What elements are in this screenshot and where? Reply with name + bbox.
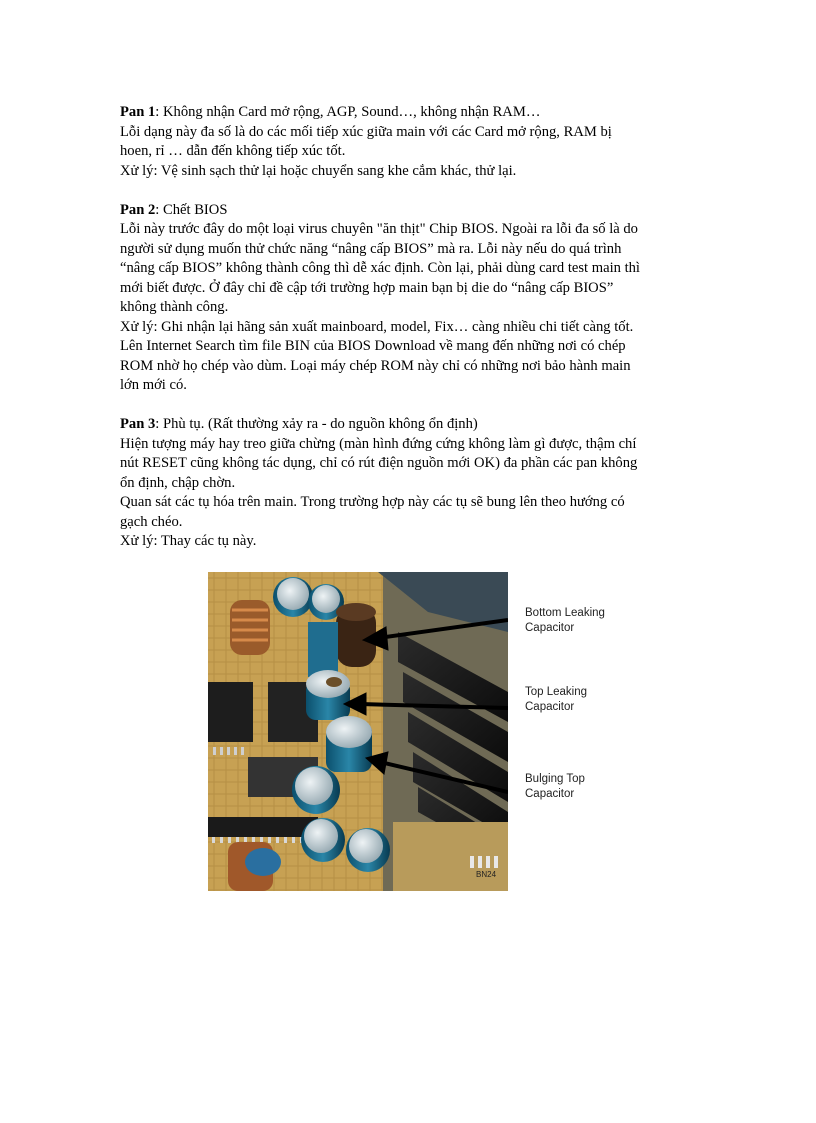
pan3-line: nút RESET cũng không tác dụng, chỉ có rút điện nguồn mới OK) đa phần các pan không — [120, 455, 638, 471]
callout-line: Bottom Leaking — [525, 607, 605, 619]
pan2-line: không thành công. — [120, 299, 229, 315]
callout-bulging-top — [525, 772, 585, 801]
pan1-title — [120, 103, 700, 123]
pan2-line: Lỗi này trước đây do một loại virus chuyên "ăn thịt" Chip BIOS. Ngoài ra lỗi đa số là do — [120, 221, 638, 237]
pan2-line: lớn mới có. — [120, 377, 187, 393]
callout-line: Bulging Top — [525, 773, 585, 785]
capacitor-figure — [208, 572, 605, 891]
pan2-line: người sử dụng muốn thử chức năng “nâng cấp BIOS” mà ra. Lỗi này nếu do quá trình — [120, 240, 622, 257]
pan1-line: Xử lý: Vệ sinh sạch thử lại hoặc chuyển sang khe cắm khác, thử lại. — [120, 162, 517, 179]
pan2-line: “nâng cấp BIOS” không thành công thì dễ xác định. Còn lại, phải dùng card test main thì — [120, 260, 640, 276]
pan3-line: gạch chéo. — [120, 513, 183, 530]
pan1-line: hoen, rỉ … dẫn đến không tiếp xúc tốt. — [120, 143, 346, 159]
board-marking: BN24 — [476, 870, 497, 879]
pan3-line: Hiện tượng máy hay treo giữa chừng (màn hình đứng cứng không làm gì được, thậm chí — [120, 435, 637, 452]
callout-line: Capacitor — [525, 700, 575, 713]
callout-bottom-leaking — [525, 606, 605, 635]
pan1-title-text: : Không nhận Card mở rộng, AGP, Sound…, không nhận RAM… — [155, 104, 541, 120]
pan3-line: Xử lý: Thay các tụ này. — [120, 533, 257, 549]
pan2-line: mới biết được. Ở đây chỉ đề cập tới trường hợp main bạn bị die do “nâng cấp BIOS” — [120, 279, 614, 296]
motherboard-photo — [208, 572, 508, 891]
pan3-line: ổn định, chập chờn. — [120, 474, 236, 491]
pan2-line: Xử lý: Ghi nhận lại hãng sản xuất mainboard, model, Fix… càng nhiều chi tiết càng tốt. — [120, 318, 634, 335]
pan2-heading: Pan 2 — [120, 201, 156, 218]
callout-top-leaking — [525, 685, 587, 714]
pan1-line: Lỗi dạng này đa số là do các mối tiếp xúc giữa main với các Card mở rộng, RAM bị — [120, 123, 612, 140]
callout-line: Capacitor — [525, 787, 575, 800]
document-body — [120, 103, 700, 552]
pan2-line: ROM nhờ họ chép vào dùm. Loại máy chép ROM này chỉ có những nơi bảo hành main — [120, 357, 631, 374]
paragraph-gap — [120, 396, 700, 416]
pan2-title — [120, 201, 700, 221]
paragraph-gap — [120, 181, 700, 201]
motherboard-illustration — [208, 572, 508, 891]
pan3-title-text: : Phù tụ. (Rất thường xảy ra - do nguồn không ổn định) — [155, 416, 478, 432]
callout-line: Top Leaking — [525, 686, 588, 698]
pan2-title-text: : Chết BIOS — [155, 201, 228, 218]
callout-line: Capacitor — [525, 621, 575, 634]
pan1-heading: Pan 1 — [120, 104, 156, 120]
pan3-line: Quan sát các tụ hóa trên main. Trong trường hợp này các tụ sẽ bung lên theo hướng có — [120, 494, 625, 510]
pan3-heading: Pan 3 — [120, 416, 156, 432]
pan2-line: Lên Internet Search tìm file BIN của BIOS Download về mang đến những nơi có chép — [120, 338, 626, 354]
pan3-title — [120, 415, 700, 435]
